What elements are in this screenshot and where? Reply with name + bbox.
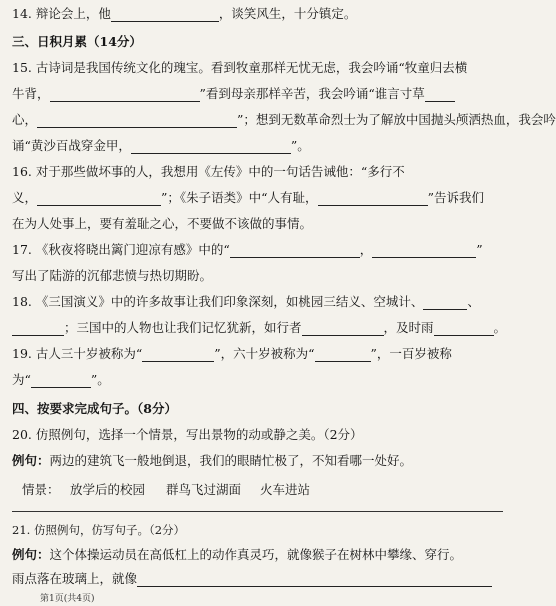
q15-blank-3[interactable]	[131, 140, 291, 154]
q20-scene-1: 放学后的校园	[70, 482, 146, 497]
q21-title: 21. 仿照例句，仿写句子。（2分）	[12, 523, 186, 537]
q16-line-3: 在为人处事上，要有羞耻之心，不要做不该做的事情。	[12, 216, 313, 231]
q15-text: ”看到母亲那样辛苦，我会吟诵“谁言寸草	[199, 86, 425, 101]
q19-text: ”，一百岁被称	[370, 346, 452, 361]
q19-line-1	[12, 346, 503, 362]
q20-scene-2: 群鸟飞过湖面	[166, 482, 242, 497]
q18-blank-2[interactable]	[12, 322, 64, 336]
q18-text: 18. 《三国演义》中的许多故事让我们印象深刻，如桃园三结义、空城计、	[12, 294, 424, 309]
q17-line-1	[12, 242, 503, 258]
q17-blank-2[interactable]	[372, 244, 476, 258]
q20-scenes-label: 情景：	[22, 482, 60, 497]
q17-text: ，	[359, 242, 373, 257]
q16-blank-2[interactable]	[318, 192, 428, 206]
section-4-heading: 四、按要求完成句子。（8分）	[12, 401, 177, 416]
q17-blank-1[interactable]	[230, 244, 360, 258]
q21-example	[12, 547, 503, 563]
q18-line-2	[12, 320, 507, 336]
q21-example-text: 这个体操运动员在高低杠上的动作真灵巧，就像猴子在树林中攀缘、穿行。	[49, 547, 463, 562]
q16-text: ”；《朱子语类》中“人有耻，	[161, 190, 318, 205]
q20-answer-line[interactable]	[12, 511, 503, 512]
q18-blank-1[interactable]	[423, 296, 467, 310]
q19-blank-2[interactable]	[315, 348, 371, 362]
q19-line-2	[12, 372, 503, 388]
q19-text: 为“	[12, 372, 31, 387]
q15-line-4	[12, 138, 503, 154]
q18-line-1	[12, 294, 503, 310]
q18-text: ，及时雨	[383, 320, 434, 335]
q18-text: 、	[467, 294, 480, 309]
q19-blank-1[interactable]	[142, 348, 214, 362]
q14-text-end: ，谈笑风生，十分镇定。	[218, 6, 357, 21]
q15-text: 诵“黄沙百战穿金甲，	[12, 138, 131, 153]
q20-scene-3: 火车进站	[260, 482, 311, 497]
q18-blank-4[interactable]	[434, 322, 494, 336]
q19-text: ”。	[90, 372, 110, 387]
q17-text: 17. 《秋夜将晓出篱门迎凉有感》中的“	[12, 242, 230, 257]
q17-text: ”	[476, 242, 483, 257]
q19-blank-3[interactable]	[31, 374, 91, 388]
q16-line-1: 16. 对于那些做坏事的人，我想用《左传》中的一句话告诫他：“多行不	[12, 164, 405, 179]
q18-text: 。	[493, 320, 507, 335]
q16-text: ”告诉我们	[427, 190, 484, 205]
q15-blank-2[interactable]	[37, 114, 237, 128]
q16-text: 义，	[12, 190, 38, 205]
q15-line-3	[12, 112, 556, 128]
q17-line-2: 写出了陆游的沉郁悲愤与热切期盼。	[12, 268, 213, 283]
q15-text: ”。	[290, 138, 310, 153]
q18-blank-3[interactable]	[302, 322, 384, 336]
q15-blank-1[interactable]	[50, 88, 200, 102]
q14-text: 14. 辩论会上，他	[12, 6, 111, 21]
q19-text: ”，六十岁被称为“	[214, 346, 315, 361]
q15-line-2	[12, 86, 503, 102]
q20-example-text: 两边的建筑飞一般地倒退，我们的眼睛忙极了，不知看哪一处好。	[49, 453, 413, 468]
q15-text: 牛背，	[12, 86, 50, 101]
q20-title: 20. 仿照例句，选择一个情景，写出景物的动或静之美。（2分）	[12, 427, 363, 442]
section-3-heading: 三、日积月累（14分）	[12, 34, 142, 49]
q21-prompt-text: 雨点落在玻璃上，就像	[12, 571, 138, 586]
q19-text: 19. 古人三十岁被称为“	[12, 346, 143, 361]
q20-example	[12, 453, 503, 469]
q15-blank-1b[interactable]	[425, 88, 455, 102]
q21-prompt	[12, 571, 503, 587]
q21-answer-blank[interactable]	[137, 573, 492, 587]
q18-text: ；三国中的人物也让我们记忆犹新，如行者	[64, 320, 302, 335]
q15-text: ”；想到无数革命烈士为了解放中国抛头颅洒热血，我会吟	[237, 112, 556, 127]
q15-line-1: 15. 古诗词是我国传统文化的瑰宝。看到牧童那样无忧无虑，我会吟诵“牧童归去横	[12, 60, 468, 75]
q20-example-label: 例句：	[12, 453, 50, 468]
question-14	[12, 6, 503, 22]
page-footer: 第1页(共4页)	[40, 594, 95, 604]
q16-line-2	[12, 190, 503, 206]
q15-text: 心，	[12, 112, 38, 127]
q21-example-label: 例句：	[12, 547, 50, 562]
q16-blank-1[interactable]	[37, 192, 161, 206]
q14-answer-blank[interactable]	[111, 8, 219, 22]
